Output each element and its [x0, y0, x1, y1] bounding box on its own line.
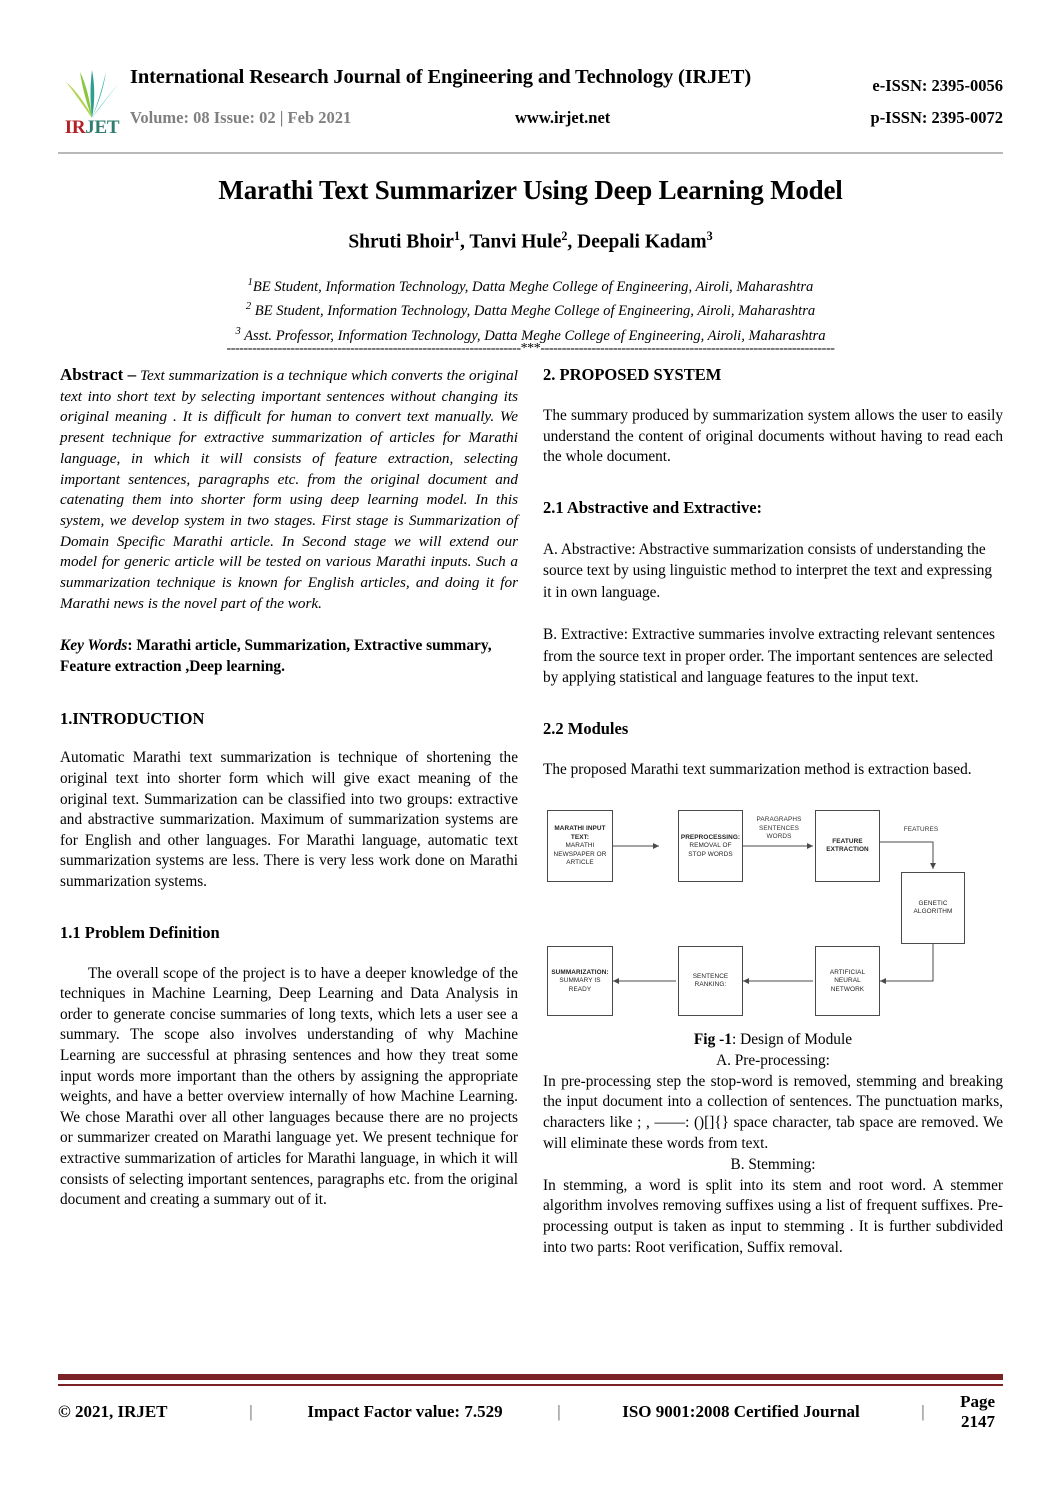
box-line: NETWORK	[830, 985, 865, 993]
figure-label: Fig -1	[693, 1031, 732, 1049]
irjet-logo	[58, 68, 126, 148]
introduction-paragraph: Automatic Marathi text summarization is technique of shortening the original text into shorter form which will give exact meaning of the original text. Summarization can be classified into two groups: extractive and abstractive summarization. Maximum of summarization systems are for English and other languages. For Marathi language, automatic text summarization systems are less. There is very less work done on Marathi summarization systems.	[60, 749, 518, 890]
box-line: REMOVAL OF	[689, 842, 732, 850]
box-line: READY	[568, 985, 592, 993]
journal-masthead	[58, 66, 1003, 152]
masthead-row-volume	[130, 108, 1003, 144]
diagram-box-summarization	[547, 946, 613, 1016]
diagram-box-marathi-input	[547, 810, 613, 882]
box-line: STOP WORDS	[688, 850, 733, 858]
irjet-wordmark	[59, 118, 125, 137]
abstract-paragraph	[60, 365, 518, 614]
author-list: Shruti Bhoir$^1$, Tanvi Hule$^2$, Deepali Kadam$^3$	[348, 229, 713, 253]
box-line: ARTIFICIAL	[829, 968, 866, 976]
footer-copyright: © 2021, IRJET	[58, 1402, 168, 1421]
preprocessing-list-item: A. Pre-processing:	[716, 1052, 830, 1070]
e-issn: e-ISSN: 2395-0056	[872, 76, 1003, 95]
abstractive-paragraph: A. Abstractive: Abstractive summarization consists of understanding the source text by using linguistic method to interpret the text and expressing it in own language.	[543, 540, 993, 601]
figure-1-caption	[543, 1030, 1003, 1050]
journal-title: International Research Journal of Engineering and Technology (IRJET)	[130, 66, 751, 88]
page-footer	[58, 1392, 1003, 1432]
footer-impact-factor: Impact Factor value: 7.529	[307, 1402, 503, 1421]
keywords-paragraph	[60, 635, 518, 677]
edge-label-line: WORDS	[766, 833, 792, 841]
masthead-rows	[130, 66, 1003, 144]
edge-label-line: SENTENCES	[759, 824, 799, 832]
heading-abstractive-extractive: 2.1 Abstractive and Extractive:	[543, 497, 763, 517]
right-column	[543, 365, 1003, 1258]
diagram-box-preprocessing	[678, 810, 743, 882]
box-line: MARATHI INPUT	[554, 825, 606, 833]
edge-label-line: FEATURES	[903, 826, 939, 834]
diagram-box-artificial-neural-network	[815, 946, 880, 1016]
box-line: NEURAL	[834, 977, 861, 985]
logo-ir-text: IR	[64, 117, 86, 138]
footer-separator: |	[921, 1402, 925, 1421]
diagram-box-sentence-ranking	[678, 946, 743, 1016]
stemming-paragraph: In stemming, a word is split into its stem and root word. A stemmer algorithm involves removing suffixes using a list of frequent suffixes. Pre-processing output is taken as input to stemming . It is further subdivided into two parts: Root verification, Suffix removal.	[543, 1176, 1003, 1256]
proposed-system-paragraph: The summary produced by summarization system allows the user to easily understand the content of original documents without having to read each the whole document.	[543, 407, 1003, 466]
footer-accent-bar	[58, 1374, 1003, 1380]
problem-definition-paragraph: The overall scope of the project is to have a deeper knowledge of the techniques in Machine Learning, Deep Learning and Data Analysis in order to generate concise summaries of long texts, which lets a user see a summary. The scope also involves understanding of why Machine Learning are successful at phrasing sentences and how they treat some input words more important than the others by assigning the appropriate weights, and have a better overview internally of how Machine Learning. We chose Marathi over all other languages because there are no projects or summarizer created on Marathi language yet. We present technique for extractive summarization of articles for Marathi language, in which it will consists of selecting important sentences, paragraphs etc. from the original document and creating a summary out of it.	[60, 964, 518, 1209]
abstract-label: Abstract –	[60, 365, 137, 384]
box-line: FEATURE	[832, 837, 863, 845]
p-issn: p-ISSN: 2395-0072	[870, 108, 1003, 127]
masthead-row-title	[130, 66, 1003, 108]
section-separator: ---------------------------------------------------------------------***---------------------------------------------------------------------	[226, 342, 835, 356]
box-line: GENETIC	[918, 899, 948, 907]
box-line: NEWSPAPER OR	[553, 850, 607, 858]
footer-thin-line	[58, 1384, 1003, 1386]
abstract-text: Text summarization is a technique which converts the original text into short text by selecting important sentences without changing its original meaning . It is difficult for human to convert text manually. We present technique for extractive summarization of articles for Marathi language, in which it will consists of feature extraction, selecting important sentences, paragraphs etc. from the original document and catenating them into shorter form using deep learning model. In this system, we develop system in two stages. First stage is Summarization of Domain Specific Marathi article. In Second stage we will extend our model for generic article will be tested on various Marathi inputs. Such a summarization technique is known for English articles, and doing it for Marathi news is the novel part of the work.	[60, 367, 518, 612]
masthead-divider	[58, 152, 1003, 154]
affiliation-item: $^3$ Asst. Professor, Information Technology, Datta Meghe College of Engineering, Airoli, Maharashtra	[235, 325, 826, 344]
box-line: RANKING:	[694, 981, 727, 989]
footer-separator: |	[557, 1402, 561, 1421]
affiliation-item: $^2$ BE Student, Information Technology, Datta Meghe College of Engineering, Airoli, Maharashtra	[245, 301, 816, 320]
footer-separator: |	[249, 1402, 253, 1421]
logo-jet-text: JET	[85, 117, 120, 138]
box-line: PREPROCESSING:	[680, 833, 741, 841]
figure-1-diagram	[543, 804, 1003, 1024]
heading-introduction: 1.INTRODUCTION	[60, 709, 205, 729]
box-line: EXTRACTION	[826, 846, 869, 854]
box-line: SENTENCE	[692, 972, 729, 980]
edge-label-line: PARAGRAPHS	[756, 816, 802, 824]
box-line: ARTICLE	[566, 858, 594, 866]
footer-page-number: Page 2147	[960, 1392, 995, 1431]
figure-caption-text: : Design of Module	[731, 1031, 853, 1049]
left-column	[60, 365, 518, 1211]
diagram-label-features	[888, 826, 954, 834]
volume-issue-date: Volume: 08 Issue: 02 | Feb 2021	[130, 108, 352, 127]
affiliation-list	[58, 273, 1003, 346]
affiliation-item: $^1$BE Student, Information Technology, Datta Meghe College of Engineering, Airoli, Maharashtra	[247, 277, 814, 295]
modules-paragraph: The proposed Marathi text summarization method is extraction based.	[543, 760, 972, 778]
extractive-paragraph: B. Extractive: Extractive summaries involve extracting relevant sentences from the source text in proper order. The important sentences are selected by applying statistical and language features to the input text.	[543, 626, 995, 687]
keywords-text: : Marathi article, Summarization, Extractive summary, Feature extraction ,Deep learning.	[60, 637, 492, 676]
heading-problem-definition: 1.1 Problem Definition	[60, 922, 220, 942]
box-line: MARATHI	[565, 842, 595, 850]
stemming-list-item: B. Stemming:	[730, 1156, 816, 1174]
box-line: SUMMARIZATION:	[551, 968, 609, 976]
heading-proposed-system: 2. PROPOSED SYSTEM	[543, 365, 722, 384]
preprocessing-paragraph: In pre-processing step the stop-word is removed, stemming and breaking the input document into a collection of sentences. The punctuation marks, characters like ; , ——: ()[]{} space character, tab space are removed. We will eliminate these words from text.	[543, 1072, 1003, 1152]
page-title: Marathi Text Summarizer Using Deep Learning Model	[218, 175, 843, 205]
diagram-box-feature-extraction	[815, 810, 880, 882]
box-line: ALGORITHM	[913, 908, 953, 916]
diagram-box-genetic-algorithm	[901, 872, 965, 944]
journal-website-link[interactable]: www.irjet.net	[515, 108, 611, 127]
footer-iso-certification: ISO 9001:2008 Certified Journal	[622, 1402, 860, 1421]
heading-modules: 2.2 Modules	[543, 718, 629, 738]
keywords-label: Key Words	[60, 637, 128, 655]
leaf-fan-icon	[62, 68, 122, 118]
box-line: SUMMARY IS	[559, 977, 601, 985]
diagram-label-paragraphs-sentences-words	[747, 816, 811, 841]
box-line: TEXT:	[570, 833, 590, 841]
